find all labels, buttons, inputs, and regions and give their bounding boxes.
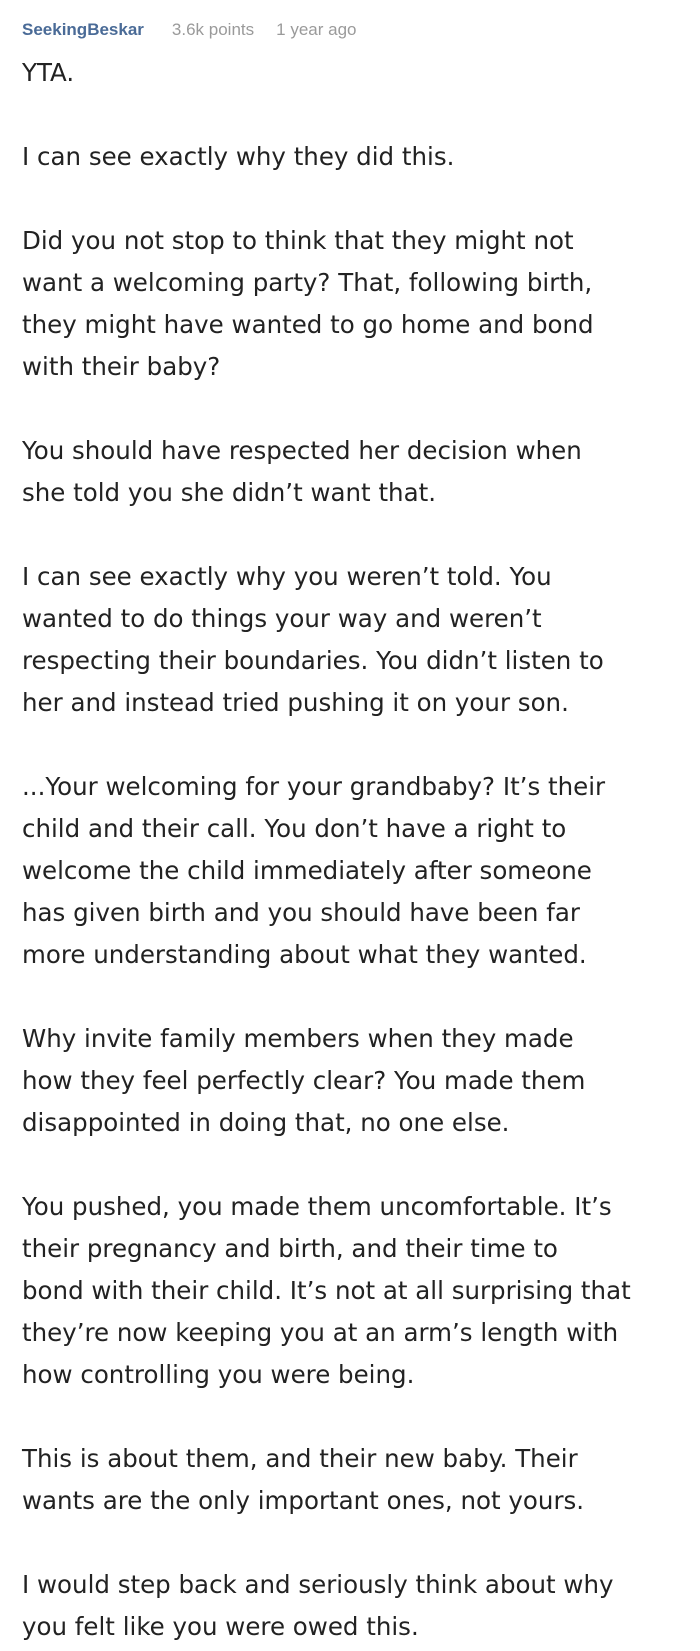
comment-paragraph: Why invite family members when they made how they feel perfectly clear? You made them disappointed in doing that, no one else. (22, 1024, 586, 1137)
comment-paragraph: This is about them, and their new baby. Their wants are the only important ones, not yours. (22, 1444, 585, 1515)
points-count: 3.6k points (171, 20, 255, 39)
comment-body (22, 52, 692, 1648)
comment-paragraph: You pushed, you made them uncomfortable. It’s their pregnancy and birth, and their time to bond with their child. It’s not at all surprising that they’re now keeping you at an arm’s length with how controlling you were being. (22, 1192, 631, 1389)
comment-paragraph: I can see exactly why you weren’t told. You wanted to do things your way and weren’t respecting their boundaries. You didn’t listen to her and instead tried pushing it on your son. (22, 562, 604, 717)
comment-paragraph: Did you not stop to think that they might not want a welcoming party? That, following birth, they might have wanted to go home and bond with their baby? (22, 226, 594, 381)
comment-paragraph: I would step back and seriously think about why you felt like you were owed this. (22, 1570, 614, 1641)
comment-paragraph: ...Your welcoming for your grandbaby? It’s their child and their call. You don’t have a right to welcome the child immediately after someone has given birth and you should have been far more understanding about what they wanted. (22, 772, 606, 969)
comment-meta (22, 18, 356, 42)
comment-paragraph: You should have respected her decision when she told you she didn’t want that. (22, 436, 582, 507)
comment-paragraph: YTA. (22, 58, 75, 87)
timestamp: 1 year ago (276, 20, 357, 39)
comment-paragraph: I can see exactly why they did this. (22, 142, 455, 171)
author-link[interactable]: SeekingBeskar (22, 20, 144, 39)
